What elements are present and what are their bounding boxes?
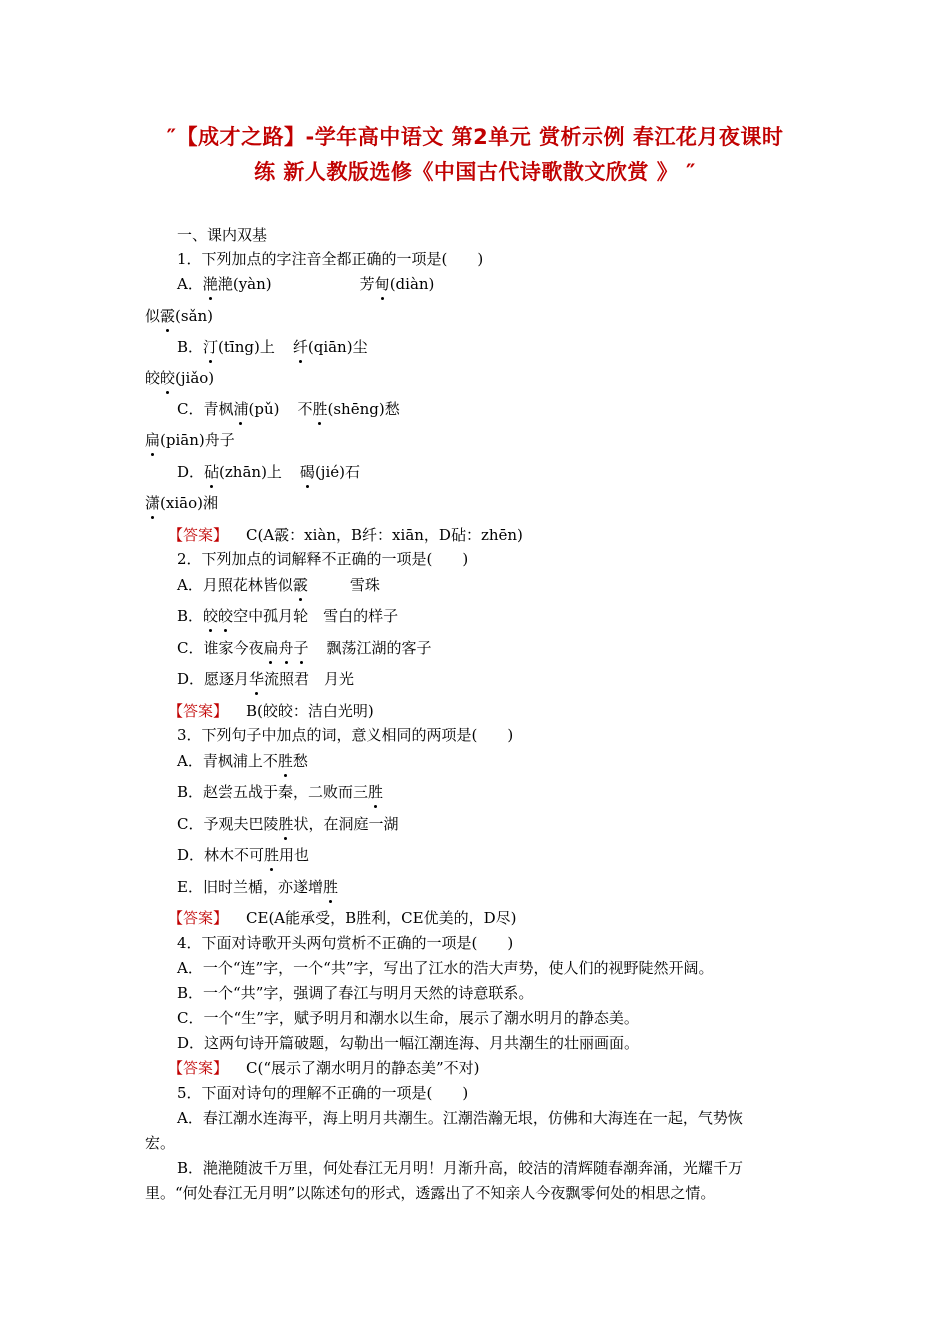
q3-option-a: [177, 751, 308, 771]
dotted-char: 胜: [277, 752, 293, 770]
q3-stem: 3．下列句子中加点的词，意义相同的两项是( ): [177, 726, 514, 744]
text: 状，在洞庭一湖: [293, 815, 399, 833]
q4-stem: 4．下面对诗歌开头两句赏析不正确的一项是( ): [177, 934, 514, 952]
q4-answer: [168, 1058, 480, 1078]
q2-option-d: [177, 669, 354, 689]
text: 不: [297, 400, 313, 418]
text: B．赵尝五战于秦，二败而三: [177, 783, 369, 801]
dotted-char: 霰: [160, 307, 176, 325]
q4-option-a: A．一个“连”字，一个“共”字，写出了江水的浩大声势，使人们的视野陡然开阔。: [177, 959, 714, 977]
text: (tīng)上: [218, 338, 275, 356]
text: (pǔ): [248, 400, 280, 418]
q1-option-b-cont: [145, 368, 214, 388]
q3-option-b: [177, 782, 383, 802]
text: C．谁家今夜: [177, 639, 264, 657]
text: 雪珠: [349, 576, 380, 594]
text: 飘荡江湖的客子: [326, 639, 432, 657]
dotted-char: 胜: [368, 783, 384, 801]
dotted-char: 皎: [160, 369, 176, 387]
q3-answer: [168, 908, 516, 928]
text: E．旧时兰楯，亦遂增: [177, 878, 323, 896]
q5-option-b-line-2: 里。“何处春江无月明”以陈述句的形式，透露出了不知亲人今夜飘零何处的相思之情。: [145, 1184, 716, 1202]
dotted-char: 华: [249, 670, 265, 688]
text: (diàn): [389, 275, 435, 293]
text: C．青枫: [177, 400, 234, 418]
dotted-char: 胜: [312, 400, 328, 418]
q5-stem: 5．下面对诗句的理解不正确的一项是( ): [177, 1084, 469, 1102]
dotted-char: 潇: [145, 494, 161, 512]
q1-answer: [168, 525, 523, 545]
text: D．林木不可: [177, 846, 265, 864]
dotted-char: 胜: [322, 878, 338, 896]
text: 芳: [359, 275, 375, 293]
q2-stem: 2．下列加点的词解释不正确的一项是( ): [177, 550, 469, 568]
text: (jié)石: [314, 463, 360, 481]
dotted-char: 甸: [374, 275, 390, 293]
text: C．予观夫巴陵: [177, 815, 279, 833]
q1-option-c-line: [177, 399, 400, 419]
q5-option-a-line-1: A．春江潮水连海平，海上明月共潮生。江潮浩瀚无垠，仿佛和大海连在一起，气势恢: [177, 1109, 743, 1127]
text: D．愿逐月: [177, 670, 250, 688]
q4-option-d: D．这两句诗开篇破题，勾勒出一幅江潮连海、月共潮生的壮丽画面。: [177, 1034, 640, 1052]
text: (jiǎo): [175, 369, 215, 387]
text: B．: [177, 607, 204, 625]
dotted-char: 胜: [278, 815, 294, 833]
answer-text: C(“展示了潮水明月的静态美”不对): [246, 1059, 480, 1077]
dotted-char: 纤: [292, 338, 308, 356]
text: (shēng)愁: [327, 400, 400, 418]
answer-tag: 【答案】: [168, 702, 229, 720]
q3-option-e: [177, 877, 338, 897]
answer-tag: 【答案】: [168, 909, 229, 927]
dotted-char: 子: [293, 639, 309, 657]
q5-option-b-line-1: B．滟滟随波千万里，何处春江无月明！月渐升高，皎洁的清辉随春潮奔涌，光耀千万: [177, 1159, 744, 1177]
dotted-char: 汀: [203, 338, 219, 356]
dotted-char: 皎: [203, 607, 219, 625]
answer-text: CE(A能承受，B胜利，CE优美的，D尽): [246, 909, 517, 927]
text: 流照君 月光: [264, 670, 355, 688]
answer-text: B(皎皎：洁白光明): [246, 702, 374, 720]
section-heading: 一、课内双基: [177, 226, 268, 244]
dotted-char: 霰: [292, 576, 308, 594]
text: 愁: [292, 752, 308, 770]
text: 空中孤月轮 雪白的样子: [233, 607, 399, 625]
q1-option-a-line: [177, 274, 434, 294]
text: A．青枫浦上不: [177, 752, 278, 770]
text: 滟(yàn): [217, 275, 272, 293]
dotted-char: 胜: [264, 846, 280, 864]
q3-option-d: [177, 845, 309, 865]
text: 用也: [279, 846, 310, 864]
document-title-line-2: 练 新人教版选修《中国古代诗歌散文欣赏 》 ″: [254, 160, 696, 184]
q1-stem: 1．下列加点的字注音全都正确的一项是( ): [177, 250, 484, 268]
text: (xiāo)湘: [160, 494, 218, 512]
dotted-char: 砧: [204, 463, 220, 481]
q2-answer: [168, 701, 374, 721]
text: A．: [177, 275, 203, 293]
q2-option-a: [177, 575, 380, 595]
dotted-char: 皎: [218, 607, 234, 625]
q5-option-a-line-2: 宏。: [145, 1134, 176, 1152]
answer-text: C(A霰：xiàn，B纤：xiān，D砧：zhēn): [246, 526, 523, 544]
q2-option-b: [177, 606, 398, 626]
text: (piān)舟子: [160, 431, 235, 449]
text: 皎: [145, 369, 161, 387]
q3-option-c: [177, 814, 399, 834]
text: A．月照花林皆似: [177, 576, 293, 594]
q4-option-b: B．一个“共”字，强调了春江与明月天然的诗意联系。: [177, 984, 534, 1002]
dotted-char: 扁: [263, 639, 279, 657]
document-title-line-1: ″【成才之路】-学年高中语文 第2单元 赏析示例 春江花月夜课时: [166, 125, 784, 149]
q1-option-d-cont: [145, 493, 218, 513]
dotted-char: 滟: [202, 275, 218, 293]
dotted-char: 碣: [299, 463, 315, 481]
q1-option-c-cont: [145, 430, 235, 450]
dotted-char: 浦: [233, 400, 249, 418]
q2-option-c: [177, 638, 432, 658]
q4-option-c: C．一个“生”字，赋予明月和潮水以生命，展示了潮水明月的静态美。: [177, 1009, 639, 1027]
dotted-char: 舟: [278, 639, 294, 657]
text: B．: [177, 338, 204, 356]
q1-option-b-line: [177, 337, 368, 357]
text: (zhān)上: [219, 463, 282, 481]
text: D．: [177, 463, 205, 481]
q1-option-a-cont: [145, 306, 213, 326]
answer-tag: 【答案】: [168, 1059, 229, 1077]
q1-option-d-line: [177, 462, 360, 482]
text: (sǎn): [175, 307, 214, 325]
text: (qiān)尘: [307, 338, 368, 356]
text: 似: [145, 307, 161, 325]
answer-tag: 【答案】: [168, 526, 229, 544]
dotted-char: 扁: [145, 431, 161, 449]
